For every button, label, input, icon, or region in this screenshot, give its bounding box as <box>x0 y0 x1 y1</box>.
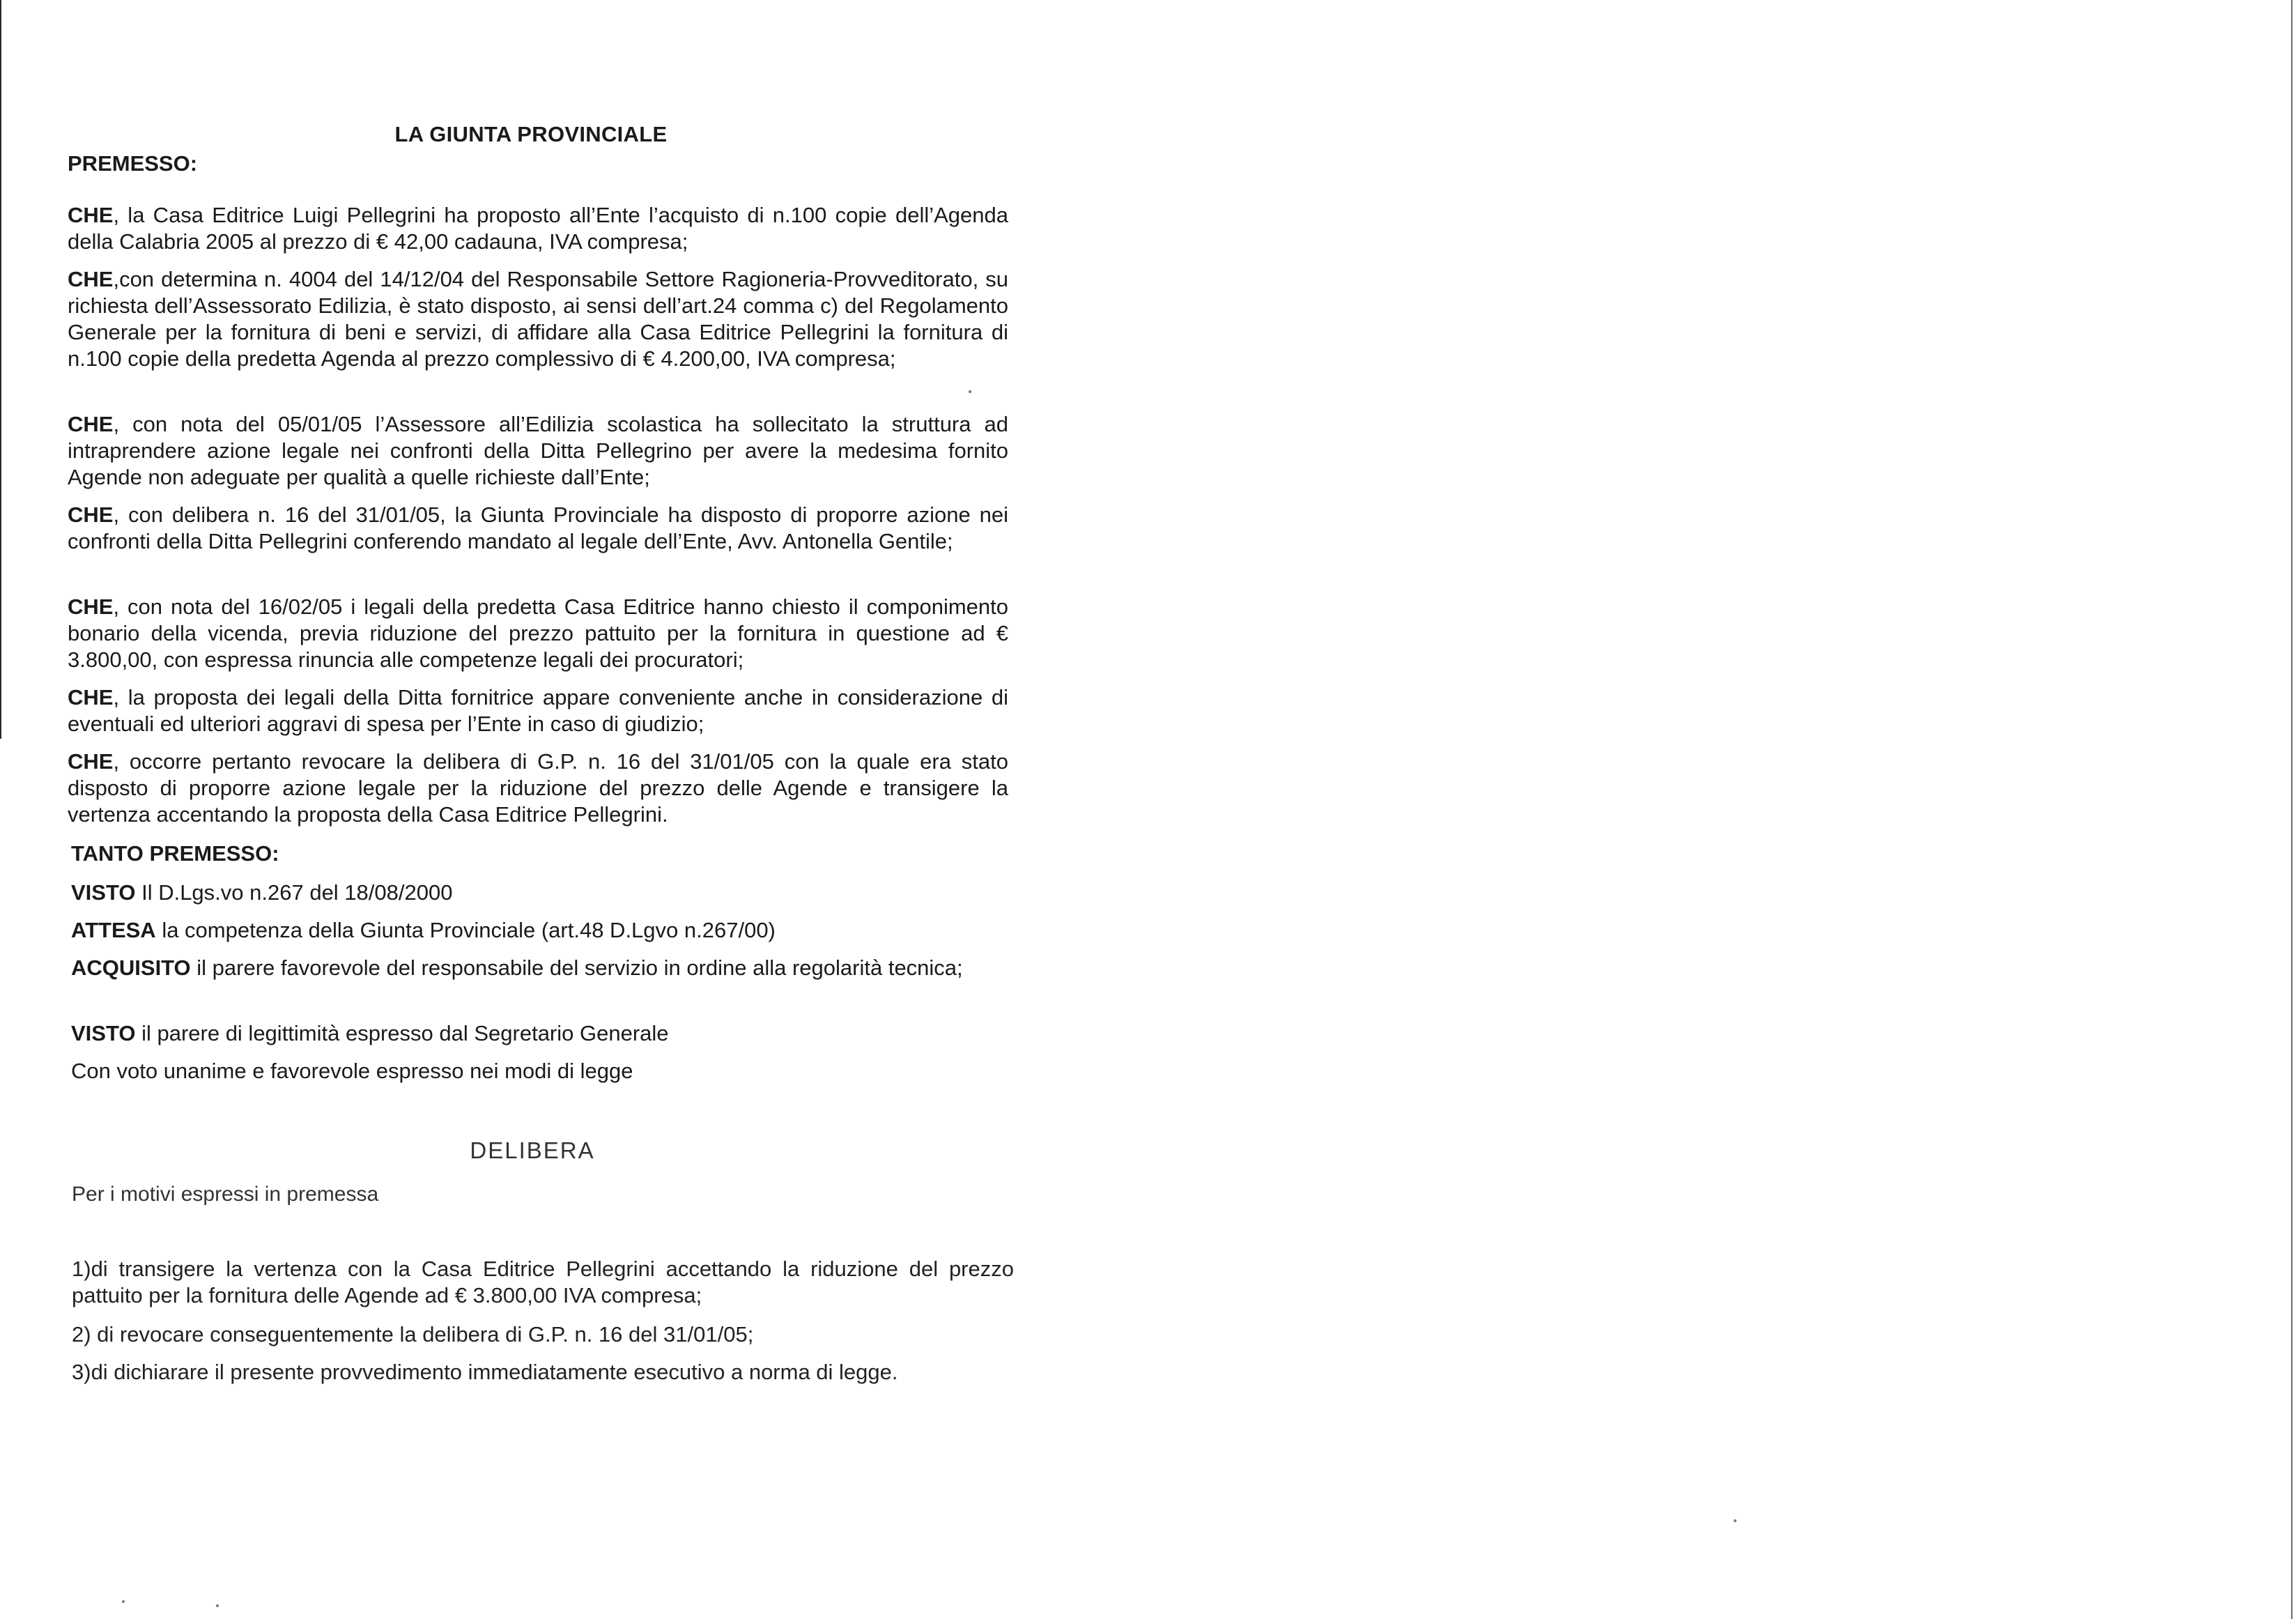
scan-speck <box>216 1604 219 1607</box>
tanto-premesso-label: TANTO PREMESSO: <box>71 841 279 866</box>
premise-paragraph <box>68 594 1008 673</box>
resolution-item: 1)di transigere la vertenza con la Casa Editrice Pellegrini accettando la riduzione del prezzo pattuito per la fornitura delle Agende ad € 3.800,00 IVA compresa; <box>72 1257 1014 1307</box>
consideration-label: VISTO <box>71 1021 136 1045</box>
consideration-text: il parere favorevole del responsabile del servizio in ordine alla regolarità tecnica; <box>190 956 963 980</box>
premise-paragraph <box>68 749 1008 828</box>
consideration-label: ACQUISITO <box>71 956 191 980</box>
premise-paragraph <box>68 411 1008 491</box>
scan-speck <box>122 1600 125 1603</box>
consideration-label: ATTESA <box>71 918 156 942</box>
consideration-text: Il D.Lgs.vo n.267 del 18/08/2000 <box>135 880 453 905</box>
premise-paragraph <box>68 202 1008 255</box>
resolution-item: 2) di revocare conseguentemente la delibera di G.P. n. 16 del 31/01/05; <box>72 1322 754 1346</box>
premise-label: CHE <box>68 412 114 436</box>
premise-paragraph <box>68 684 1008 737</box>
consideration-text: il parere di legittimità espresso dal Segretario Generale <box>135 1021 669 1045</box>
premise-label: CHE <box>68 267 114 291</box>
scan-speck <box>969 390 971 393</box>
scan-left-edge <box>0 0 1 739</box>
premise-text: , con nota del 16/02/05 i legali della predetta Casa Editrice hanno chiesto il componimento bonario della vicenda, previa riduzione del prezzo pattuito per la fornitura in questione ad € 3.800,00, con espressa rinuncia alle competenze legali dei procuratori; <box>68 594 1008 672</box>
premise-label: CHE <box>68 502 114 527</box>
premise-label: CHE <box>68 685 114 709</box>
premise-label: CHE <box>68 749 114 774</box>
consideration-line <box>71 955 1012 981</box>
premise-text: , con delibera n. 16 del 31/01/05, la Giunta Provinciale ha disposto di proporre azione nei confronti della Ditta Pellegrini conferendo mandato al legale dell’Ente, Avv. Antonella Gentile; <box>68 502 1008 553</box>
premise-text: ,con determina n. 4004 del 14/12/04 del Responsabile Settore Ragioneria-Provveditorato, su richiesta dell’Assessorato Edilizia, è stato disposto, ai sensi dell’art.24 comma c) del Regolamento Generale per la fornitura di beni e servizi, di affidare alla Casa Editrice Pellegrini la fornitura di n.100 copie della predetta Agenda al prezzo complessivo di € 4.200,00, IVA compresa; <box>68 267 1008 371</box>
premise-text: , la Casa Editrice Luigi Pellegrini ha proposto all’Ente l’acquisto di n.100 copie dell’Agenda della Calabria 2005 al prezzo di € 42,00 cadauna, IVA compresa; <box>68 203 1008 254</box>
motivi-line: Per i motivi espressi in premessa <box>72 1183 379 1206</box>
premise-label: CHE <box>68 594 114 619</box>
scan-speck <box>1734 1519 1736 1522</box>
premise-paragraph <box>68 502 1008 555</box>
consideration-line <box>71 917 776 944</box>
premise-label: CHE <box>68 203 114 227</box>
resolution-item: 3)di dichiarare il presente provvedimento immediatamente esecutivo a norma di legge. <box>72 1360 898 1384</box>
scan-right-edge <box>2291 0 2293 1619</box>
consideration-line <box>71 1020 669 1047</box>
consideration-line <box>71 880 452 906</box>
vote-statement: Con voto unanime e favorevole espresso nei modi di legge <box>71 1059 633 1083</box>
premise-text: , con nota del 05/01/05 l’Assessore all’Edilizia scolastica ha sollecitato la struttura ad intraprendere azione legale nei confronti della Ditta Pellegrino per avere la medesima fornito Agende non adeguate per qualità a quelle richieste dall’Ente; <box>68 412 1008 489</box>
premise-paragraph <box>68 266 1008 372</box>
consideration-label: VISTO <box>71 880 136 905</box>
consideration-text: la competenza della Giunta Provinciale (art.48 D.Lgvo n.267/00) <box>155 918 776 942</box>
premise-text: , la proposta dei legali della Ditta fornitrice appare conveniente anche in considerazione di eventuali ed ulteriori aggravi di spesa per l’Ente in caso di giudizio; <box>68 685 1008 736</box>
premesso-label: PREMESSO: <box>68 151 198 176</box>
delibera-heading: DELIBERA <box>470 1137 595 1163</box>
premise-text: , occorre pertanto revocare la delibera di G.P. n. 16 del 31/01/05 con la quale era stato disposto di proporre azione legale per la riduzione del prezzo delle Agende e transigere la vertenza accentando la proposta della Casa Editrice Pellegrini. <box>68 749 1008 827</box>
document-heading: LA GIUNTA PROVINCIALE <box>394 122 668 146</box>
